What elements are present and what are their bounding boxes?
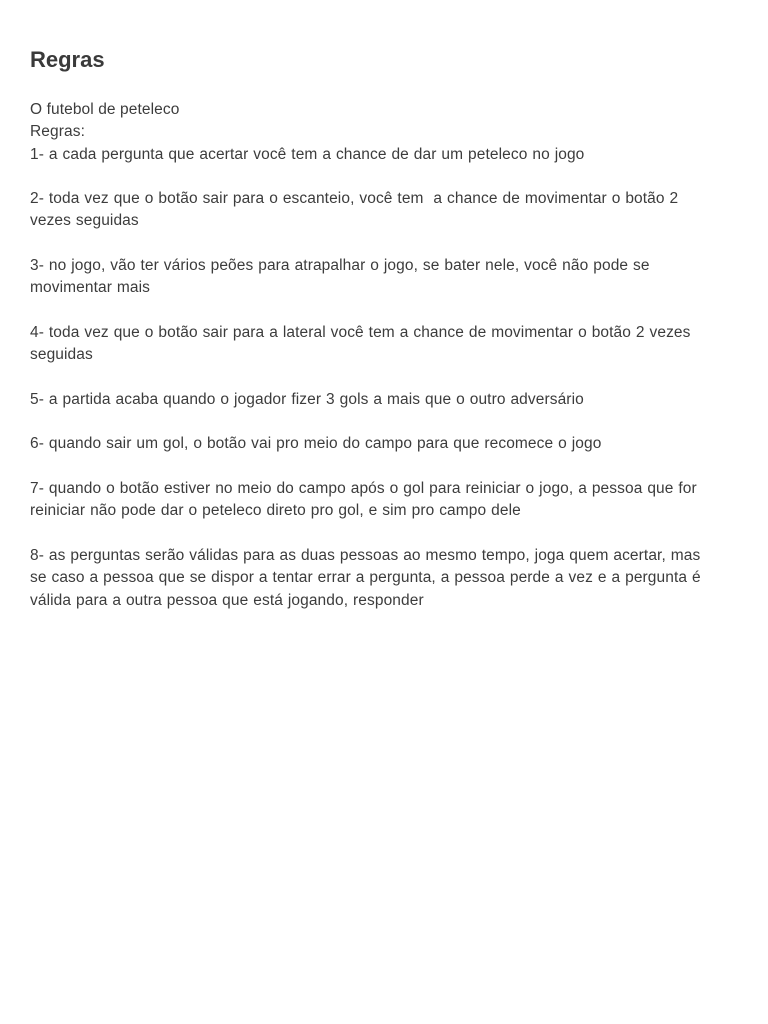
rule-item-8: 8- as perguntas serão válidas para as duas pessoas ao mesmo tempo, joga quem acertar, mas se caso a pessoa que se dispor a tentar errar a pergunta, a pessoa perde a vez e a pergunta é válida para a outra pessoa que está jogando, responder [30, 546, 706, 609]
rule-item-1: 1- a cada pergunta que acertar você tem a chance de dar um peteleco no jogo [30, 145, 585, 163]
rule-item-7: 7- quando o botão estiver no meio do campo após o gol para reiniciar o jogo, a pessoa que for reiniciar não pode dar o peteleco direto pro gol, e sim pro campo dele [30, 480, 702, 520]
rule-item-6: 6- quando sair um gol, o botão vai pro meio do campo para que recomece o jogo [30, 435, 602, 453]
rule-item-5: 5- a partida acaba quando o jogador fizer 3 gols a mais que o outro adversário [30, 390, 584, 408]
rule-item-3: 3- no jogo, vão ter vários peões para atrapalhar o jogo, se bater nele, você não pode se movimentar mais [30, 257, 655, 297]
intro-line-game-name: O futebol de peteleco [30, 101, 180, 118]
rule-item-2: 2- toda vez que o botão sair para o escanteio, você tem a chance de movimentar o botão 2 vezes seguidas [30, 190, 684, 230]
rules-list [30, 144, 720, 612]
intro-line-rules-label: Regras: [30, 123, 85, 141]
document-body [30, 99, 720, 612]
page-title: Regras [30, 47, 105, 72]
document-page [30, 46, 720, 612]
rule-item-4: 4- toda vez que o botão sair para a lateral você tem a chance de movimentar o botão 2 vezes seguidas [30, 323, 696, 364]
